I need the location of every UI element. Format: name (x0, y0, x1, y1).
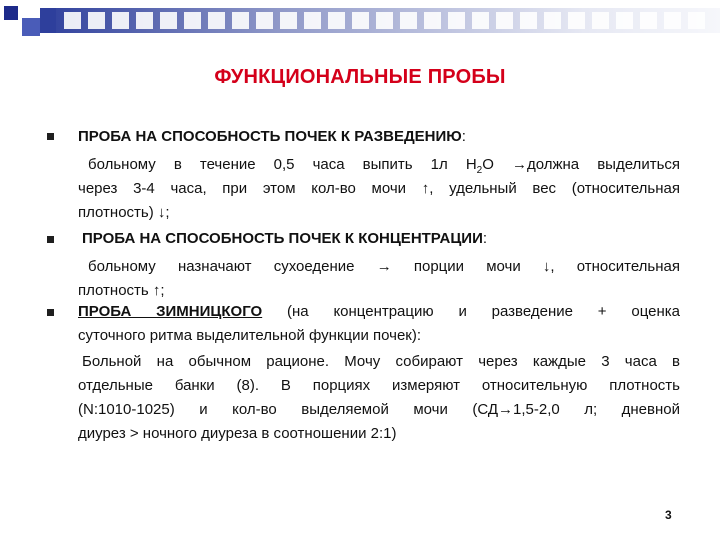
item-1-heading-text: ПРОБА НА СПОСОБНОСТЬ ПОЧЕК К РАЗВЕДЕНИЮ (78, 128, 462, 145)
arrow-right-icon: → (511, 156, 527, 173)
item-3-heading (78, 300, 680, 324)
header-decoration (0, 0, 720, 44)
item-3-heading-line-2: суточного ритма выделительной функции почек): (78, 327, 422, 344)
item-3-line-3 (78, 398, 680, 422)
item-2-heading-text: ПРОБА НА СПОСОБНОСТЬ ПОЧЕК К КОНЦЕНТРАЦИИ (82, 230, 483, 247)
item-2-line-1 (88, 255, 680, 279)
item-3-heading-rest: (на концентрацию и разведение + оценка (262, 303, 680, 320)
item-3-line-4: диурез > ночного диуреза в соотношении 2:1) (78, 425, 397, 442)
item-1-heading-colon: : (461, 128, 466, 145)
bullet-2 (47, 236, 54, 243)
text-run: , удельный вес (относительная (429, 180, 680, 197)
arrow-right-icon: → (498, 401, 514, 418)
text-run: порции мочи (391, 258, 543, 275)
text-run: ; (165, 204, 170, 221)
page-number: 3 (665, 508, 672, 522)
item-3-line-1: Больной на обычном рационе. Мочу собирают через каждые 3 часа в (82, 353, 680, 370)
text-run: больному в течение 0,5 часа выпить 1л Н (88, 156, 477, 173)
item-2-heading (82, 227, 487, 251)
item-3-line-2: отдельные банки (8). В порциях измеряют относительную плотность (78, 377, 680, 394)
text-run: , относительная (550, 258, 680, 275)
slide-title: ФУНКЦИОНАЛЬНЫЕ ПРОБЫ (214, 66, 506, 88)
text-run: (N:1010-1025) и кол-во выделяемой мочи (СД (78, 401, 499, 418)
arrow-down-icon: ↓ (157, 204, 166, 221)
text-run: больному назначают сухоедение (88, 258, 377, 275)
arrow-up-icon: ↑ (152, 282, 161, 299)
item-3-heading-text: ПРОБА ЗИМНИЦКОГО (78, 303, 263, 320)
bullet-3 (47, 309, 54, 316)
arrow-down-icon: ↓ (542, 258, 551, 275)
arrow-up-icon: ↑ (421, 180, 430, 197)
text-run: О (482, 156, 512, 173)
item-2-heading-colon: : (482, 230, 488, 247)
header-gradient-bar (0, 0, 720, 44)
text-run: ; (160, 282, 165, 299)
item-1-line-2 (78, 177, 680, 201)
item-1-line-3 (78, 201, 170, 225)
text-run: должна выделиться (526, 156, 681, 173)
text-run: через 3-4 часа, при этом кол-во мочи (78, 180, 422, 197)
text-run: 1,5-2,0 л; дневной (513, 401, 680, 418)
text-run: плотность (78, 282, 153, 299)
arrow-right-icon: → (376, 258, 392, 275)
item-1-heading (78, 125, 466, 149)
text-run: плотность) (78, 204, 158, 221)
subscript: 2 (476, 165, 483, 176)
bullet-1 (47, 133, 54, 140)
